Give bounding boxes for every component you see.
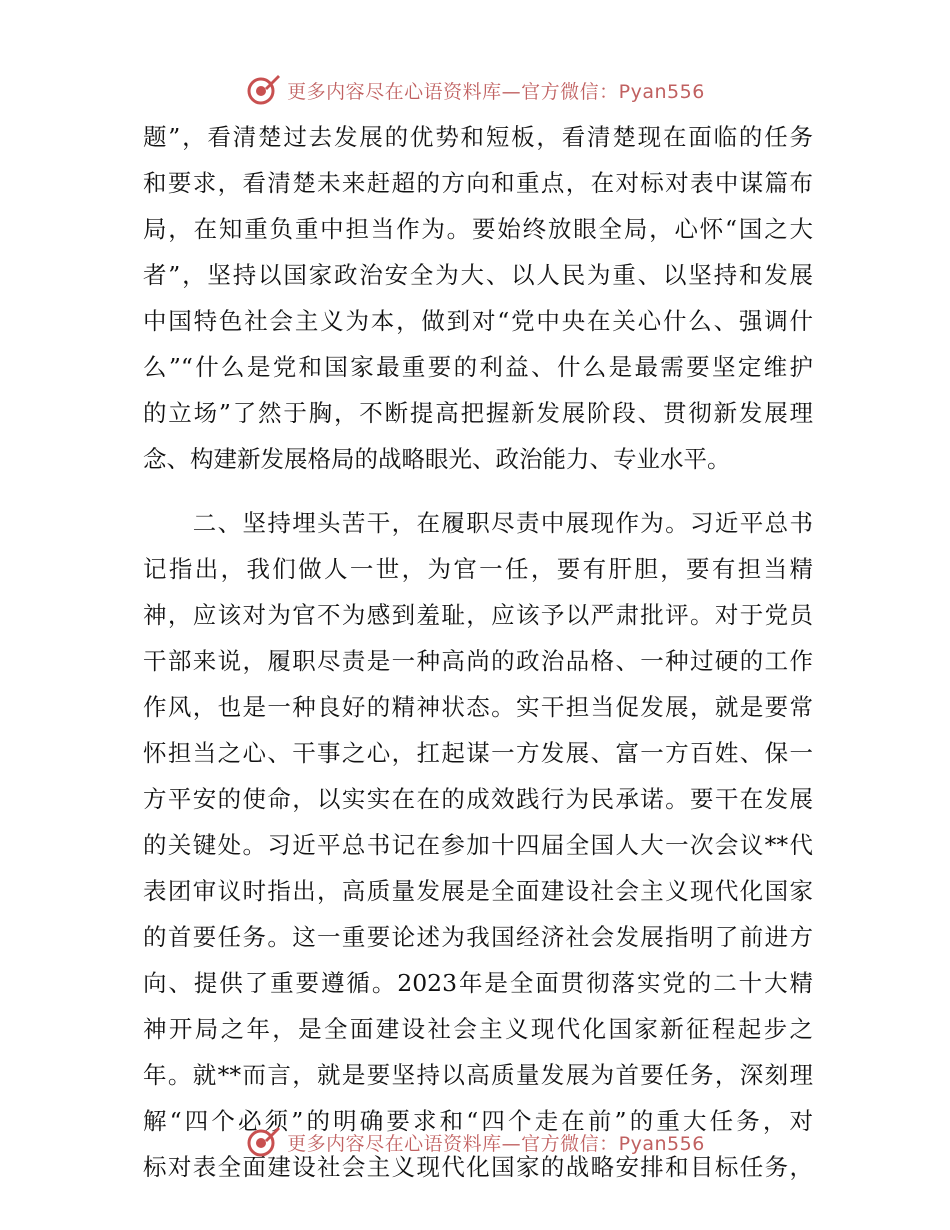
text-line: 和要求，看清楚未来赶超的方向和重点，在对标对表中谋篇布 bbox=[143, 169, 813, 197]
text-line: 么”“什么是党和国家最重要的利益、什么是最需要坚定维护 bbox=[143, 353, 813, 381]
paragraph-gap bbox=[143, 482, 813, 500]
text-line: 的首要任务。这一重要论述为我国经济社会发展指明了前进方 bbox=[143, 923, 813, 951]
document-body bbox=[143, 114, 813, 1190]
text-line: 者”，坚持以国家政治安全为大、以人民为重、以坚持和发展 bbox=[143, 261, 813, 289]
text-line: 的关键处。习近平总书记在参加十四届全国人大一次会议**代 bbox=[143, 831, 813, 859]
text-line: 方平安的使命，以实实在在的成效践行为民承诺。要干在发展 bbox=[143, 785, 813, 813]
text-line: 题”，看清楚过去发展的优势和短板，看清楚现在面临的任务 bbox=[143, 123, 813, 151]
text-line: 表团审议时指出，高质量发展是全面建设社会主义现代化国家 bbox=[143, 877, 813, 905]
text-line: 的立场”了然于胸，不断提高把握新发展阶段、贯彻新发展理 bbox=[143, 399, 813, 427]
text-line: 干部来说，履职尽责是一种高尚的政治品格、一种过硬的工作 bbox=[143, 647, 813, 675]
brush-logo-icon bbox=[245, 1124, 281, 1160]
text-line: 作风，也是一种良好的精神状态。实干担当促发展，就是要常 bbox=[143, 693, 813, 721]
paragraph bbox=[143, 500, 813, 1190]
watermark-header bbox=[0, 70, 950, 110]
text-line: 念、构建新发展格局的战略眼光、政治能力、专业水平。 bbox=[143, 445, 731, 473]
text-line: 二、坚持埋头苦干，在履职尽责中展现作为。习近平总书 bbox=[143, 509, 813, 537]
text-line: 中国特色社会主义为本，做到对“党中央在关心什么、强调什 bbox=[143, 307, 813, 335]
text-line: 向、提供了重要遵循。2023年是全面贯彻落实党的二十大精 bbox=[143, 969, 813, 997]
text-line: 记指出，我们做人一世，为官一任，要有肝胆，要有担当精 bbox=[143, 555, 813, 583]
paragraph bbox=[143, 114, 813, 482]
text-line: 标对表全面建设社会主义现代化国家的战略安排和目标任务， bbox=[143, 1153, 813, 1181]
text-line: 年。就**而言，就是要坚持以高质量发展为首要任务，深刻理 bbox=[143, 1061, 813, 1089]
text-line: 解“四个必须”的明确要求和“四个走在前”的重大任务，对 bbox=[143, 1107, 813, 1135]
text-line: 局，在知重负重中担当作为。要始终放眼全局，心怀“国之大 bbox=[143, 215, 813, 243]
brush-logo-icon bbox=[245, 72, 281, 108]
watermark-text: 更多内容尽在心语资料库—官方微信：Pyan556 bbox=[287, 80, 705, 103]
watermark-text: 更多内容尽在心语资料库—官方微信：Pyan556 bbox=[287, 1132, 705, 1155]
text-line: 怀担当之心、干事之心，扛起谋一方发展、富一方百姓、保一 bbox=[143, 739, 813, 767]
watermark-footer bbox=[0, 1122, 950, 1162]
text-line: 神，应该对为官不为感到羞耻，应该予以严肃批评。对于党员 bbox=[143, 601, 813, 629]
text-line: 神开局之年，是全面建设社会主义现代化国家新征程起步之 bbox=[143, 1015, 813, 1043]
